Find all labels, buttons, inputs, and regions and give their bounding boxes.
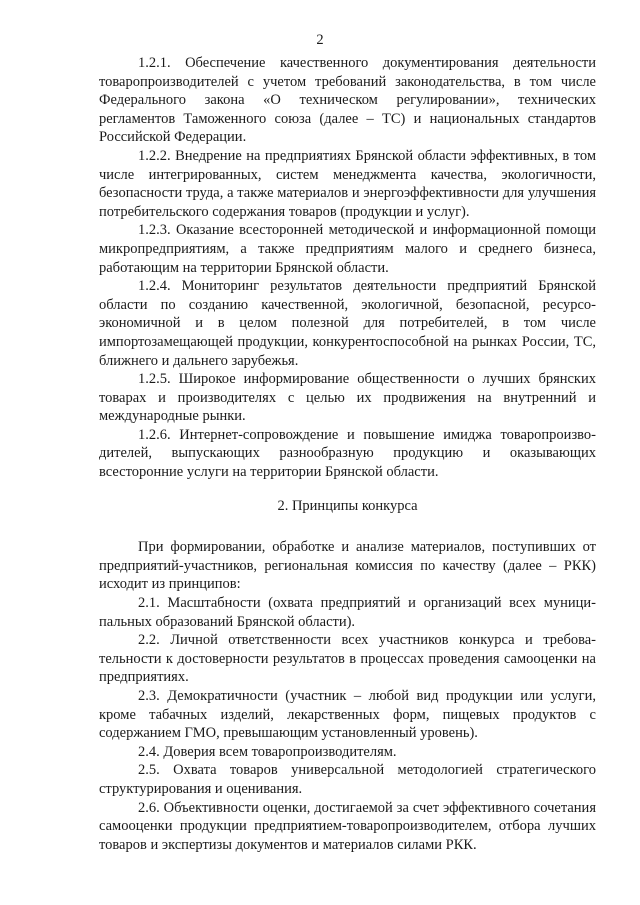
principle-2-5: 2.5. Охвата товаров универсальной методологией стратегического структурирования и оценивания. <box>99 762 596 797</box>
paragraph-1-2-1: 1.2.1. Обеспечение качественного документирования деятельности товаропроизводителей с учетом требований законодательства, в том числе Федерального закона «О техническом регулировании», технических регламентов Таможенного союза (далее – ТС) и национальных стандартов Российской Федерации. <box>99 55 596 146</box>
principles-intro: При формировании, обработке и анализе материалов, поступивших от предприятий-участников, региональная комиссия по качеству (далее – РКК) исходит из принципов: <box>99 539 596 593</box>
principle-2-4: 2.4. Доверия всем товаропроизводителям. <box>138 743 397 760</box>
paragraph-1-2-4: 1.2.4. Мониторинг результатов деятельности предприятий Брянской области по созданию качественной, экологичной, безопасной, ресурсо-экономичной и в целом полезной для потребителей, в том числе импортозамещающей продукции, конкурентоспособной на рынках России, ТС, ближнего и дальнего зарубежья. <box>99 278 596 369</box>
paragraph-1-2-5: 1.2.5. Широкое информирование общественности о лучших брянских товарах и производителях с целью их продвижения на внутренний и международные рынки. <box>99 371 596 425</box>
principle-2-2: 2.2. Личной ответственности всех участников конкурса и требова-тельности к достоверности результатов в процессах проведения самооценки на предприятиях. <box>99 632 596 686</box>
section-spacer <box>99 515 596 538</box>
paragraph-1-2-2: 1.2.2. Внедрение на предприятиях Брянской области эффективных, в том числе интегрированных, систем менеджмента качества, экологичности, безопасности труда, а также материалов и энергоэффективности для улучшения потребительского содержания товаров (продукции и услуг). <box>99 147 596 220</box>
principle-2-1: 2.1. Масштабности (охвата предприятий и организаций всех муници-пальных образований Брянской области). <box>99 595 596 630</box>
page-number: 2 <box>316 32 324 48</box>
paragraph-1-2-3: 1.2.3. Оказание всесторонней методической и информационной помощи микропредприятиям, а также предприятиям малого и среднего бизнеса, работающим на территории Брянской области. <box>99 222 596 276</box>
section-title: 2. Принципы конкурса <box>277 497 418 514</box>
document-body <box>99 54 596 854</box>
principle-2-6: 2.6. Объективности оценки, достигаемой за счет эффективного сочетания самооценки продукции предприятием-товаропроизводителем, отбора лучших товаров и экспертизы документов и материалов силами РКК. <box>99 799 596 853</box>
paragraph-1-2-6: 1.2.6. Интернет-сопровождение и повышение имиджа товаропроизво-дителей, выпускающих разнообразную продукцию и оказывающих всесторонние услуги на территории Брянской области. <box>99 426 596 481</box>
principle-2-3: 2.3. Демократичности (участник – любой вид продукции или услуги, кроме табачных изделий, лекарственных форм, пищевых продуктов с содержанием ГМО, превышающим установленный уровень). <box>99 688 596 742</box>
